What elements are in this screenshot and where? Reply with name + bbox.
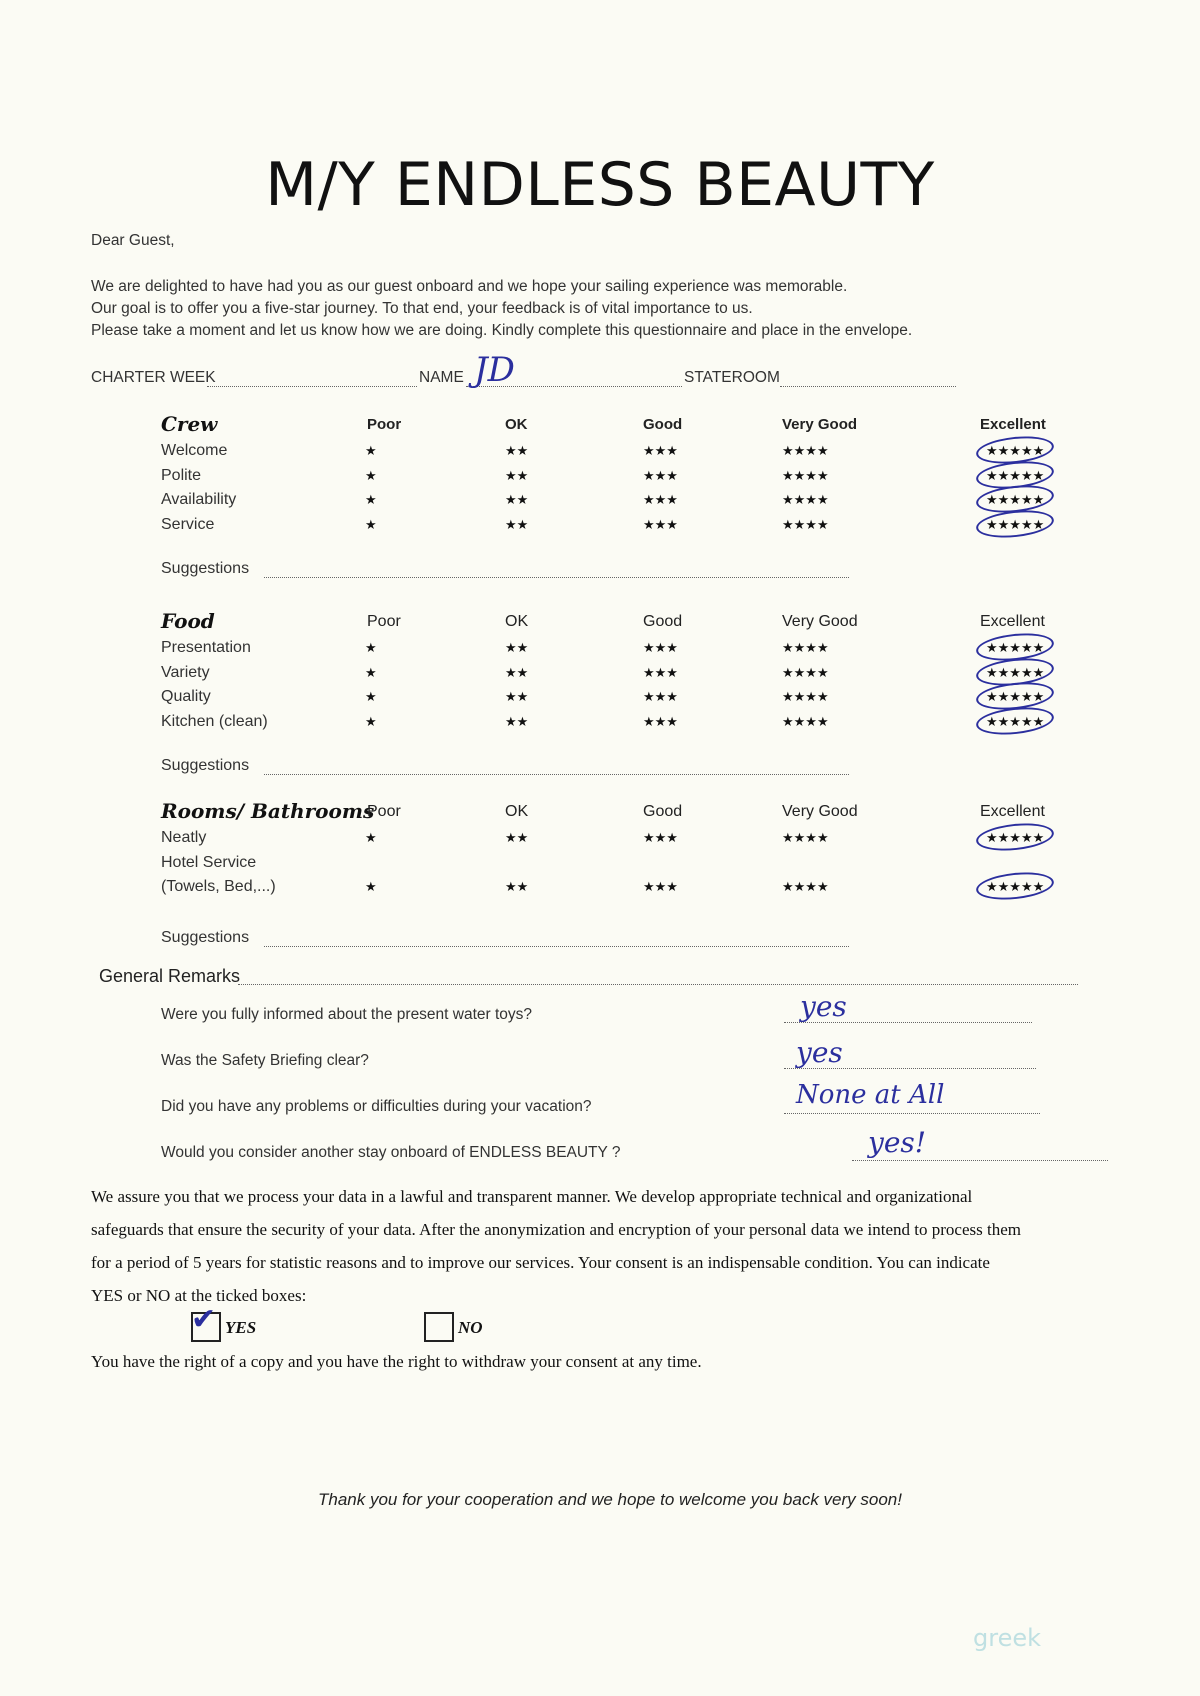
rating-column-header: Excellent: [980, 803, 1045, 820]
selected-rating-circle: [975, 506, 1055, 540]
checkmark-icon: ✔: [191, 1302, 217, 1337]
charter-week-field[interactable]: [207, 386, 417, 387]
answer-line-stay-again[interactable]: [852, 1160, 1108, 1161]
consent-no-checkbox[interactable]: [424, 1312, 454, 1342]
rating-stars[interactable]: ★★★★: [782, 443, 829, 458]
answer-stay-again: yes!: [868, 1126, 927, 1159]
rating-stars[interactable]: ★★★★: [782, 830, 829, 845]
suggestions-field[interactable]: [264, 946, 849, 947]
rating-column-header: Good: [643, 803, 683, 820]
intro-line-1: We are delighted to have had you as our guest onboard and we hope your sailing experience was memorable.: [91, 278, 848, 295]
consent-yes-label: YES: [225, 1318, 257, 1337]
rating-item-label: Presentation: [161, 639, 251, 656]
answer-safety-briefing: yes: [796, 1036, 843, 1069]
rating-column-header: Poor: [367, 803, 401, 820]
suggestions-label: Suggestions: [161, 929, 250, 946]
rating-stars[interactable]: ★: [365, 492, 377, 507]
rating-stars[interactable]: ★★★: [643, 516, 678, 532]
rating-column-header: Good: [643, 416, 683, 433]
rating-stars[interactable]: ★★★★★: [986, 443, 1045, 458]
rating-column-header: Poor: [367, 613, 401, 630]
rating-stars[interactable]: ★★★: [643, 467, 678, 483]
consent-line-3: for a period of 5 years for statistic reasons and to improve our services. Your consent is an indispensable condition. You can indicate: [91, 1253, 990, 1272]
rating-stars[interactable]: ★★★: [643, 713, 678, 729]
rating-stars[interactable]: ★★: [505, 516, 529, 532]
rating-item-label: Variety: [161, 663, 210, 681]
intro-line-2: Our goal is to offer you a five-star journey. To that end, your feedback is of vital importance to us.: [91, 300, 753, 317]
rating-stars[interactable]: ★: [365, 879, 377, 894]
rating-stars[interactable]: ★: [365, 664, 377, 680]
charter-week-label: CHARTER WEEK: [91, 369, 216, 386]
rating-stars[interactable]: ★★★★: [782, 689, 829, 704]
rating-column-header: Very Good: [782, 803, 858, 820]
rating-item-label: Kitchen (clean): [161, 712, 268, 730]
rating-stars[interactable]: ★: [365, 443, 377, 458]
question-problems: Did you have any problems or difficulties during your vacation?: [161, 1098, 592, 1115]
rating-item-label: Polite: [161, 466, 202, 484]
selected-rating-circle: [975, 869, 1055, 903]
rating-column-header: Very Good: [782, 416, 858, 433]
rating-column-header: Good: [643, 613, 683, 630]
rating-stars[interactable]: ★★★★★: [986, 713, 1045, 729]
page-title: M/Y ENDLESS BEAUTY: [265, 150, 935, 220]
rating-stars[interactable]: ★★★: [643, 492, 678, 507]
suggestions-field[interactable]: [264, 774, 849, 775]
rating-item-label: Welcome: [161, 442, 228, 459]
intro-line-3: Please take a moment and let us know how we are doing. Kindly complete this questionnaire and place in the envelope.: [91, 322, 913, 339]
rating-stars[interactable]: ★★★★★: [986, 467, 1045, 483]
question-stay-again: Would you consider another stay onboard of ENDLESS BEAUTY ?: [161, 1144, 621, 1161]
rating-stars[interactable]: ★★★★★: [986, 640, 1045, 655]
rating-stars[interactable]: ★★★★★: [986, 830, 1045, 845]
rating-stars[interactable]: ★★★★★: [986, 492, 1045, 507]
question-water-toys: Were you fully informed about the present water toys?: [161, 1006, 533, 1023]
suggestions-field[interactable]: [264, 577, 849, 578]
question-safety-briefing: Was the Safety Briefing clear?: [161, 1052, 369, 1069]
section-heading: Rooms/ Bathrooms: [161, 799, 375, 823]
rating-item-label: Quality: [161, 688, 211, 705]
answer-problems: None at All: [796, 1080, 945, 1110]
stateroom-field[interactable]: [780, 386, 956, 387]
section-heading: Crew: [161, 412, 218, 436]
rating-stars[interactable]: ★★: [505, 443, 529, 458]
rating-stars[interactable]: ★★: [505, 492, 529, 507]
watermark-logo: greek: [973, 1624, 1042, 1652]
consent-line-2: safeguards that ensure the security of your data. After the anonymization and encryption of your personal data we intend to process them: [91, 1220, 1021, 1239]
thank-you-note: Thank you for your cooperation and we hope to welcome you back very soon!: [317, 1490, 902, 1509]
rating-item-label: (Towels, Bed,...): [161, 878, 276, 895]
rating-column-header: OK: [505, 803, 529, 820]
rating-stars[interactable]: ★★: [505, 640, 529, 655]
consent-line-1: We assure you that we process your data in a lawful and transparent manner. We develop appropriate technical and organizational: [91, 1187, 973, 1206]
rating-stars[interactable]: ★★★★★: [986, 516, 1045, 532]
suggestions-label: Suggestions: [161, 757, 250, 774]
rating-stars[interactable]: ★★: [505, 713, 529, 729]
name-value: JD: [474, 350, 515, 390]
rating-stars[interactable]: ★★★★: [782, 879, 829, 894]
stateroom-label: STATEROOM: [684, 369, 780, 386]
rating-column-header: OK: [505, 613, 529, 630]
rating-stars[interactable]: ★: [365, 516, 377, 532]
rating-stars[interactable]: ★★★: [643, 664, 678, 680]
rating-stars[interactable]: ★★★★★: [986, 879, 1045, 894]
rating-stars[interactable]: ★★★: [643, 689, 678, 704]
rating-stars[interactable]: ★★★: [643, 879, 678, 894]
selected-rating-circle: [975, 703, 1055, 737]
rating-stars[interactable]: ★: [365, 467, 377, 483]
rating-stars[interactable]: ★★★: [643, 640, 678, 655]
rating-stars[interactable]: ★★: [505, 689, 529, 704]
rating-stars[interactable]: ★★: [505, 830, 529, 845]
rating-stars[interactable]: ★★★★★: [986, 664, 1045, 680]
rating-stars[interactable]: ★★★★: [782, 640, 829, 655]
section-heading: Food: [161, 609, 215, 633]
rating-stars[interactable]: ★★★★★: [986, 689, 1045, 704]
name-label: NAME: [419, 369, 464, 386]
general-remarks-label: General Remarks: [99, 966, 241, 986]
rating-stars[interactable]: ★★: [505, 467, 529, 483]
rating-item-label: Neatly: [161, 829, 207, 846]
rating-item-label: Availability: [161, 491, 237, 508]
rating-column-header: OK: [505, 416, 528, 433]
withdraw-consent-text: You have the right of a copy and you have the right to withdraw your consent at any time.: [91, 1352, 702, 1371]
rating-stars[interactable]: ★★★★: [782, 516, 829, 532]
suggestions-label: Suggestions: [161, 560, 250, 577]
rating-stars[interactable]: ★★★★: [782, 467, 829, 483]
rating-stars[interactable]: ★★★: [643, 443, 678, 458]
rating-item-label: Hotel Service: [161, 853, 257, 871]
rating-stars[interactable]: ★★: [505, 664, 529, 680]
greeting: Dear Guest,: [91, 232, 175, 249]
rating-stars[interactable]: ★★★★: [782, 664, 829, 680]
rating-stars[interactable]: ★★★: [643, 830, 678, 845]
rating-column-header: Poor: [367, 416, 402, 433]
answer-water-toys: yes: [800, 990, 847, 1023]
rating-stars[interactable]: ★★★★: [782, 492, 829, 507]
answer-line-problems[interactable]: [784, 1113, 1040, 1114]
rating-stars[interactable]: ★★: [505, 879, 529, 894]
rating-column-header: Excellent: [980, 613, 1045, 630]
consent-line-4: YES or NO at the ticked boxes:: [91, 1286, 307, 1305]
rating-stars[interactable]: ★: [365, 640, 377, 655]
general-remarks-field[interactable]: [238, 984, 1078, 985]
rating-stars[interactable]: ★: [365, 713, 377, 729]
consent-no-label: NO: [458, 1318, 483, 1337]
rating-stars[interactable]: ★★★★: [782, 713, 829, 729]
rating-column-header: Very Good: [782, 613, 858, 630]
rating-item-label: Service: [161, 515, 215, 533]
selected-rating-circle: [975, 820, 1055, 854]
rating-column-header: Excellent: [980, 416, 1046, 433]
rating-stars[interactable]: ★: [365, 830, 377, 845]
rating-stars[interactable]: ★: [365, 689, 377, 704]
